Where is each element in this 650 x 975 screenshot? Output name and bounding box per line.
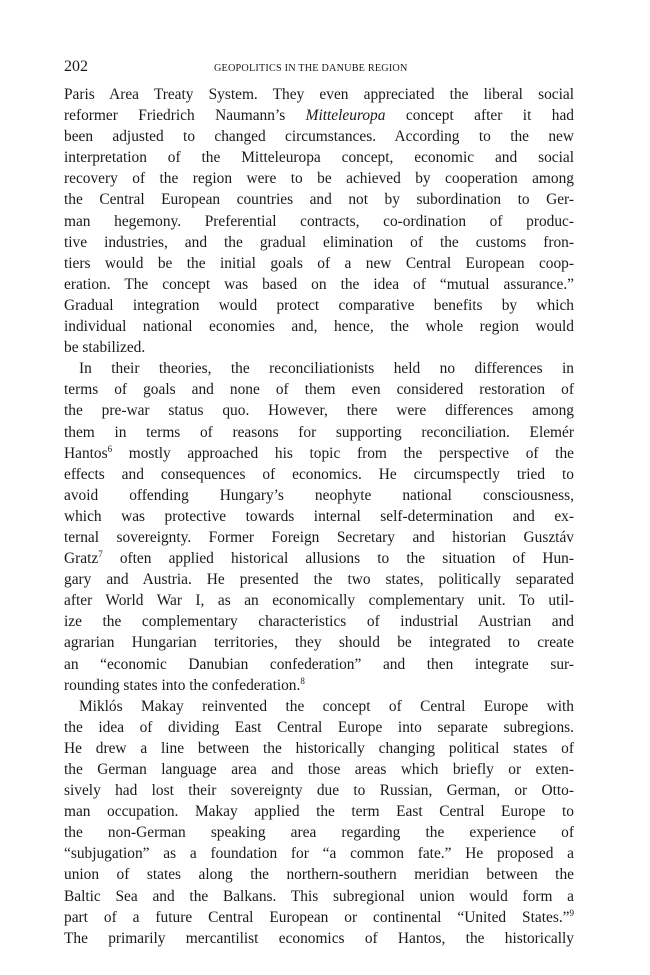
page-number: 202 <box>64 58 88 75</box>
text-line: The primarily mercantilist economics of Hantos, the historically <box>64 929 574 947</box>
text-line: ternal sovereignty. Former Foreign Secretary and historian Gusztáv <box>64 528 574 546</box>
text-line: ize the complementary characteristics of industrial Austrian and <box>64 613 574 631</box>
text-line: tive industries, and the gradual elimination of the customs fron- <box>64 233 574 251</box>
paragraph <box>64 358 574 696</box>
text-line: be stabilized. <box>64 339 146 357</box>
text-line: man hegemony. Preferential contracts, co-ordination of produc- <box>64 212 574 230</box>
footnote-marker: 9 <box>569 907 574 918</box>
text-line: recovery of the region were to be achieved by cooperation among <box>64 170 574 188</box>
text-line: the Central European countries and not by subordination to Ger- <box>64 191 574 209</box>
book-page <box>64 58 574 949</box>
text-line: gary and Austria. He presented the two states, politically separated <box>64 571 574 589</box>
text-line: effects and consequences of economics. He circumspectly tried to <box>64 465 574 483</box>
running-head: GEOPOLITICS IN THE DANUBE REGION <box>214 63 408 74</box>
text-line: Paris Area Treaty System. They even appreciated the liberal social <box>64 86 574 103</box>
text-line: Miklós Makay reinvented the concept of Central Europe with <box>79 697 574 715</box>
text-line: terms of goals and none of them even considered restoration of <box>64 381 574 399</box>
text-line: He drew a line between the historically changing political states of <box>64 739 574 757</box>
italic-term: Mitteleuropa <box>305 107 386 125</box>
body-text <box>64 84 574 949</box>
text-line: individual national economies and, hence, the whole region would <box>64 318 574 336</box>
footnote-marker: 7 <box>98 549 103 560</box>
text-line: “subjugation” as a foundation for “a common fate.” He proposed a <box>64 845 574 863</box>
text-line: Baltic Sea and the Balkans. This subregional union would form a <box>64 887 574 905</box>
text-line: the idea of dividing East Central Europe into separate subregions. <box>64 718 574 736</box>
footnote-marker: 6 <box>107 443 113 454</box>
text-line: reformer Friedrich Naumann’s Mitteleuropa concept after it had <box>64 107 574 125</box>
text-line: union of states along the northern-southern meridian between the <box>64 866 574 884</box>
text-line: sively had lost their sovereignty due to Russian, German, or Otto- <box>64 782 574 800</box>
text-line: the pre-war status quo. However, there were differences among <box>64 402 574 420</box>
text-line: Gradual integration would protect comparative benefits by which <box>64 296 574 314</box>
page-header <box>64 58 574 84</box>
text-line: Hantos$^6$ mostly approached his topic from the perspective of the <box>64 443 574 462</box>
text-line: avoid offending Hungary’s neophyte national consciousness, <box>64 486 574 504</box>
paragraph <box>64 84 574 358</box>
text-line: agrarian Hungarian territories, they should be integrated to create <box>64 634 574 652</box>
text-line: the German language area and those areas which briefly or exten- <box>64 761 574 778</box>
text-line: part of a future Central European or continental “United States.”$^9$ <box>64 907 574 926</box>
text-line: the non-German speaking area regarding the experience of <box>64 824 574 842</box>
text-line: which was protective towards internal self-determination and ex- <box>64 507 574 525</box>
text-line: Gratz$^7$ often applied historical allusions to the situation of Hun- <box>64 549 574 568</box>
text-line: been adjusted to changed circumstances. According to the new <box>64 128 574 146</box>
text-line: them in terms of reasons for supporting reconciliation. Elemér <box>64 423 574 441</box>
text-line: In their theories, the reconciliationists held no differences in <box>79 360 574 378</box>
text-line: interpretation of the Mitteleuropa concept, economic and social <box>64 149 574 167</box>
text-line: an “economic Danubian confederation” and then integrate sur- <box>64 655 574 673</box>
text-line: tiers would be the initial goals of a new Central European coop- <box>64 254 574 272</box>
text-line: eration. The concept was based on the idea of “mutual assurance.” <box>64 275 574 293</box>
text-line: after World War I, as an economically complementary unit. To util- <box>64 592 574 610</box>
text-line: rounding states into the confederation.$^8$ <box>64 675 305 694</box>
paragraph <box>64 696 574 949</box>
text-line: man occupation. Makay applied the term East Central Europe to <box>64 803 574 821</box>
footnote-marker: 8 <box>300 675 305 686</box>
